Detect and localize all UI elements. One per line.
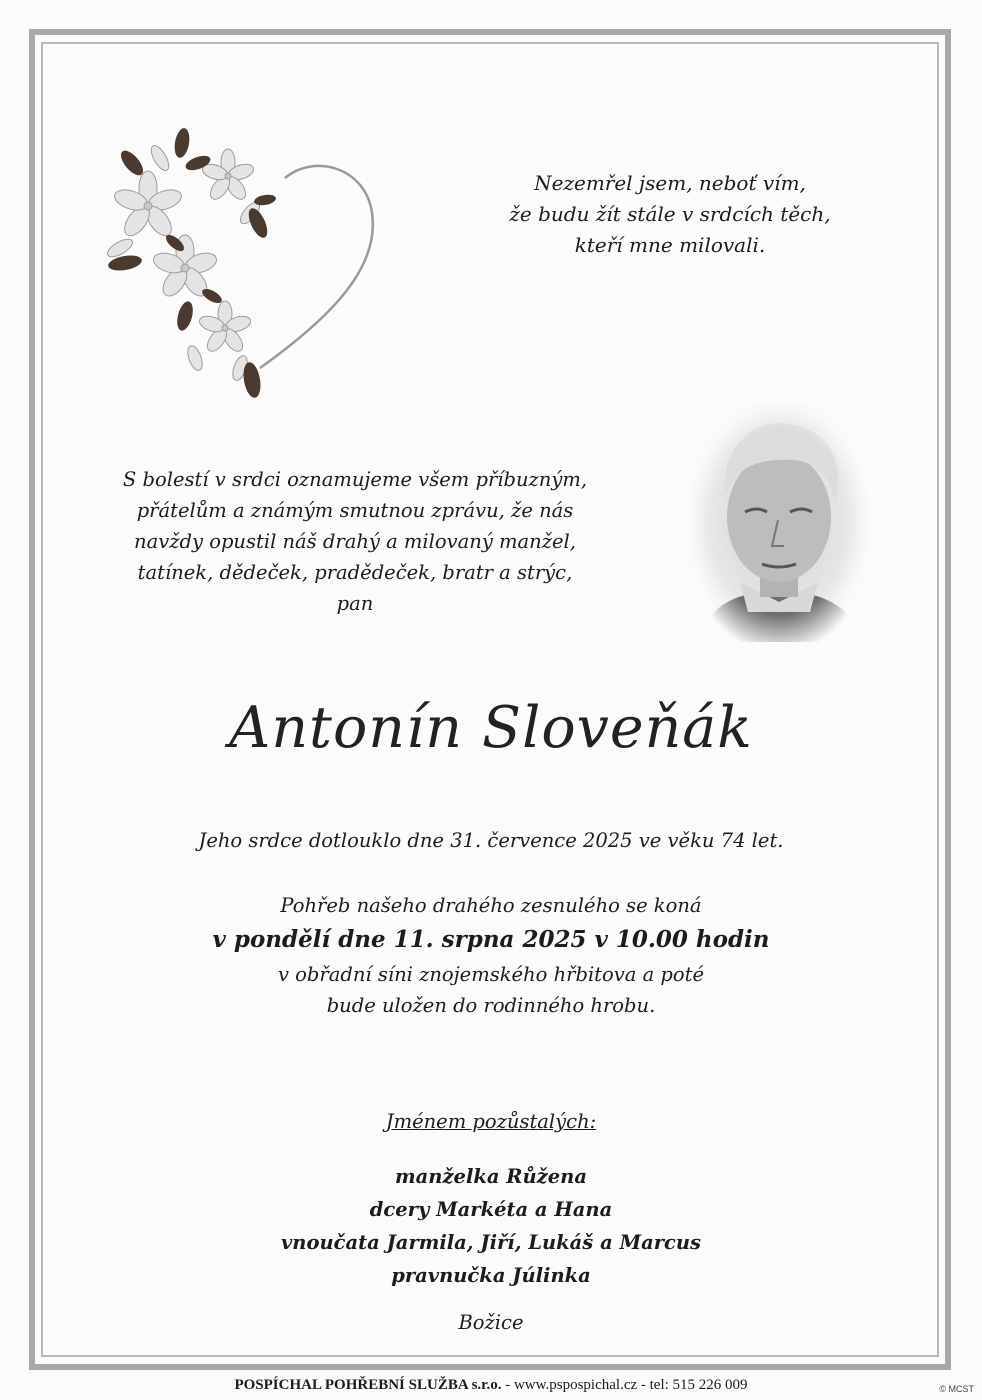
death-notice-text: Jeho srdce dotlouklo dne 31. července 2025 ve věku 74 let.: [198, 829, 784, 852]
intro-line: pan: [336, 592, 374, 615]
mourner-entry: pravnučka Júlinka: [391, 1264, 591, 1287]
mourners-section: [0, 1105, 982, 1292]
motto-line: že budu žít stále v srdcích těch,: [509, 202, 831, 226]
copyright-mark: © MCST: [939, 1384, 974, 1394]
place-name: Božice: [458, 1311, 524, 1334]
announcement-intro: [105, 464, 605, 619]
footer-company: POSPÍCHAL POHŘEBNÍ SLUŽBA s.r.o.: [234, 1377, 502, 1393]
portrait-photo: [690, 402, 868, 642]
heart-flower-icon: [100, 118, 385, 408]
deceased-name: Antonín Sloveňák: [229, 695, 753, 761]
death-notice: [0, 826, 982, 856]
motto-line: Nezemřel jsem, neboť vím,: [534, 171, 806, 195]
funeral-place-line: v obřadní síni znojemského hřbitova a poté: [277, 963, 705, 986]
mourners-heading: Jménem pozůstalých:: [385, 1110, 597, 1133]
mourner-entry: dcery Markéta a Hana: [369, 1198, 613, 1221]
funeral-details: [0, 890, 982, 1021]
funeral-place-line: bude uložen do rodinného hrobu.: [326, 994, 656, 1017]
footer: [0, 1374, 982, 1396]
intro-line: přátelům a známým smutnou zprávu, že nás: [136, 499, 574, 522]
intro-line: S bolestí v srdci oznamujeme všem příbuzným,: [122, 468, 588, 491]
intro-line: navždy opustil náš drahý a milovaný manžel,: [134, 530, 576, 553]
mourner-entry: vnoučata Jarmila, Jiří, Lukáš a Marcus: [280, 1231, 702, 1254]
footer-contact: - www.pspospichal.cz - tel: 515 226 009: [501, 1377, 748, 1393]
motto-line: kteří mne milovali.: [574, 233, 766, 257]
motto-quote: [505, 168, 835, 261]
funeral-intro: Pohřeb našeho drahého zesnulého se koná: [280, 894, 702, 917]
intro-line: tatínek, dědeček, pradědeček, bratr a strýc,: [137, 561, 573, 584]
mourner-entry: manželka Růžena: [395, 1165, 587, 1188]
funeral-datetime: v pondělí dne 11. srpna 2025 v 10.00 hodin: [212, 926, 770, 953]
